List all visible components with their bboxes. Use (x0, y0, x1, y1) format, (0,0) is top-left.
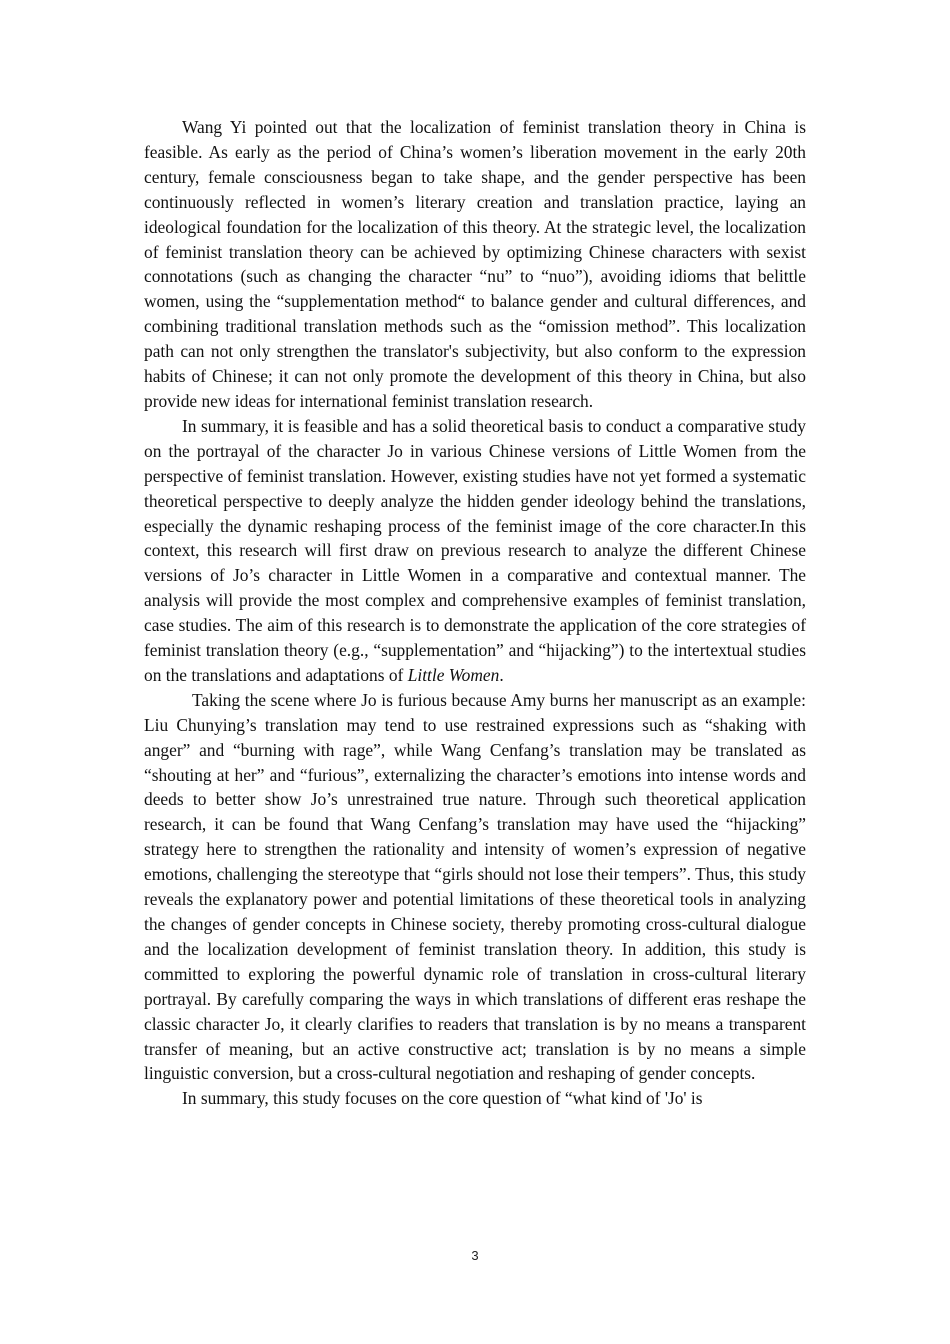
paragraph-text-end: . (499, 664, 504, 685)
page-number: 3 (471, 1248, 479, 1263)
paragraph-text: In summary, it is feasible and has a solid theoretical basis to conduct a comparative study on the portrayal of the character Jo in various Chinese versions of Little Women from the perspective of feminist translation. However, existing studies have not yet formed a systematic theoretical perspective to deeply analyze the hidden gender ideology behind the translations, especially the dynamic reshaping process of the feminist image of the core character.In this context, this research will first draw on previous research to analyze the different Chinese versions of Jo’s character in Little Women in a comparative and contextual manner. The analysis will provide the most complex and comprehensive examples of feminist translation, case studies. The aim of this research is to demonstrate the application of the core strategies of feminist translation theory (e.g., “supplementation” and “hijacking”) to the intertextual studies on the translations and adaptations of (144, 415, 806, 685)
paragraph-localization: Wang Yi pointed out that the localization of feminist translation theory in China is feasible. As early as the period of China’s women’s liberation movement in the early 20th century, female consciousness began to take shape, and the gender perspective has been continuously reflected in women’s literary creation and translation practice, laying an ideological foundation for the localization of this theory. At the strategic level, the localization of feminist translation theory can be achieved by optimizing Chinese characters with sexist connotations (such as changing the character “nu” to “nuo”), avoiding idioms that belittle women, using the “supplementation method“ to balance gender and cultural differences, and combining traditional translation methods such as the “omission method”. This localization path can not only strengthen the translator's subjectivity, but also conform to the expression habits of Chinese; it can not only promote the development of this theory in China, but also provide new ideas for international feminist translation research. (144, 117, 806, 411)
document-body (144, 115, 806, 1111)
paragraph-example-scene: Taking the scene where Jo is furious because Amy burns her manuscript as an example: Liu Chunying’s translation may tend to use restrained expressions such as “shaking with anger” and “burning with rage”, while Wang Cenfang’s translation may be translated as “shouting at her” and “furious”, externalizing the character’s emotions into intense words and deeds to better show Jo’s unrestrained true nature. Through such theoretical application research, it can be found that Wang Cenfang’s translation may have used the “hijacking” strategy here to strengthen the rationality and intensity of women’s expression of negative emotions, challenging the stereotype that “girls should not lose their tempers”. Thus, this study reveals the explanatory power and potential limitations of these theoretical tools in analyzing the changes of gender concepts in Chinese society, thereby promoting cross-cultural dialogue and the localization development of feminist translation theory. In addition, this study is committed to exploring the powerful dynamic role of translation in cross-cultural literary portrayal. By carefully comparing the ways in which translations of different eras reshape the classic character Jo, it clearly clarifies to readers that translation is by no means a transparent transfer of meaning, but an active constructive act; translation is by no means a simple linguistic conversion, but a cross-cultural negotiation and reshaping of gender concepts. (144, 689, 806, 1084)
paragraph-summary-core-question: In summary, this study focuses on the core question of “what kind of 'Jo' is (182, 1088, 703, 1109)
book-title-italic: Little Women (407, 664, 500, 685)
paragraph-summary-feasibility (144, 414, 806, 688)
